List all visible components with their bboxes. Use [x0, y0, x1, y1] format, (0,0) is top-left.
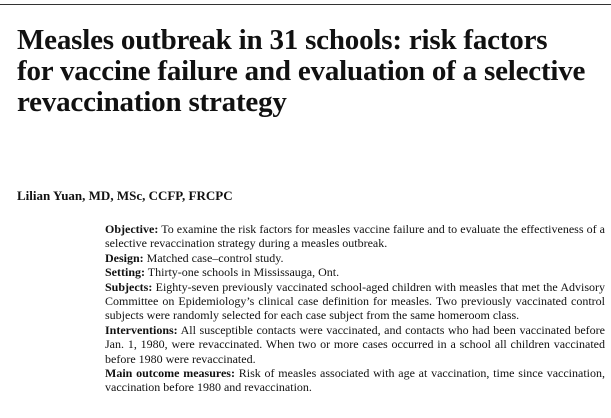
abstract-interventions [105, 323, 605, 366]
subjects-text: Eighty-seven previously vaccinated school-aged children with measles that met the Advisory Committee on Epidemiology’s clinical case definition for measles. Two previously vaccinated control subjects were randomly selected for each case subject from the same homeroom class. [105, 279, 606, 323]
interventions-label: Interventions: [105, 322, 178, 337]
title-line-3: revaccination strategy [17, 86, 287, 118]
structured-abstract [105, 222, 605, 395]
subjects-label: Subjects: [105, 279, 153, 294]
objective-label: Objective: [105, 222, 159, 236]
title-line-2: for vaccine failure and evaluation of a selective [17, 55, 586, 87]
design-text: Matched case–control study. [146, 250, 284, 265]
abstract-design [105, 251, 605, 265]
design-label: Design: [105, 250, 144, 265]
setting-label: Setting: [105, 265, 145, 280]
objective-text: To examine the risk factors for measles vaccine failure and to evaluate the effectiveness of a selective revaccination strategy during a measles outbreak. [105, 222, 606, 251]
top-rule [0, 4, 611, 5]
abstract-setting [105, 265, 605, 279]
abstract-objective [105, 222, 605, 251]
main-outcome-text: Risk of measles associated with age at vaccination, time since vaccination, vaccination before 1980 and revaccination. [105, 366, 606, 395]
title-line-1: Measles outbreak in 31 schools: risk factors [17, 24, 548, 56]
author-byline: Lilian Yuan, MD, MSc, CCFP, FRCPC [17, 188, 233, 203]
abstract-main-outcome [105, 366, 605, 395]
article-title [17, 25, 607, 118]
interventions-text: All susceptible contacts were vaccinated, and contacts who had been vaccinated before Jan. 1, 1980, were revaccinated. When two or more cases occurred in a school all children vaccinated before 1980 were revaccinated. [105, 322, 605, 366]
abstract-subjects [105, 280, 605, 323]
setting-text: Thirty-one schools in Mississauga, Ont. [147, 265, 340, 280]
main-outcome-label: Main outcome measures: [105, 366, 235, 381]
